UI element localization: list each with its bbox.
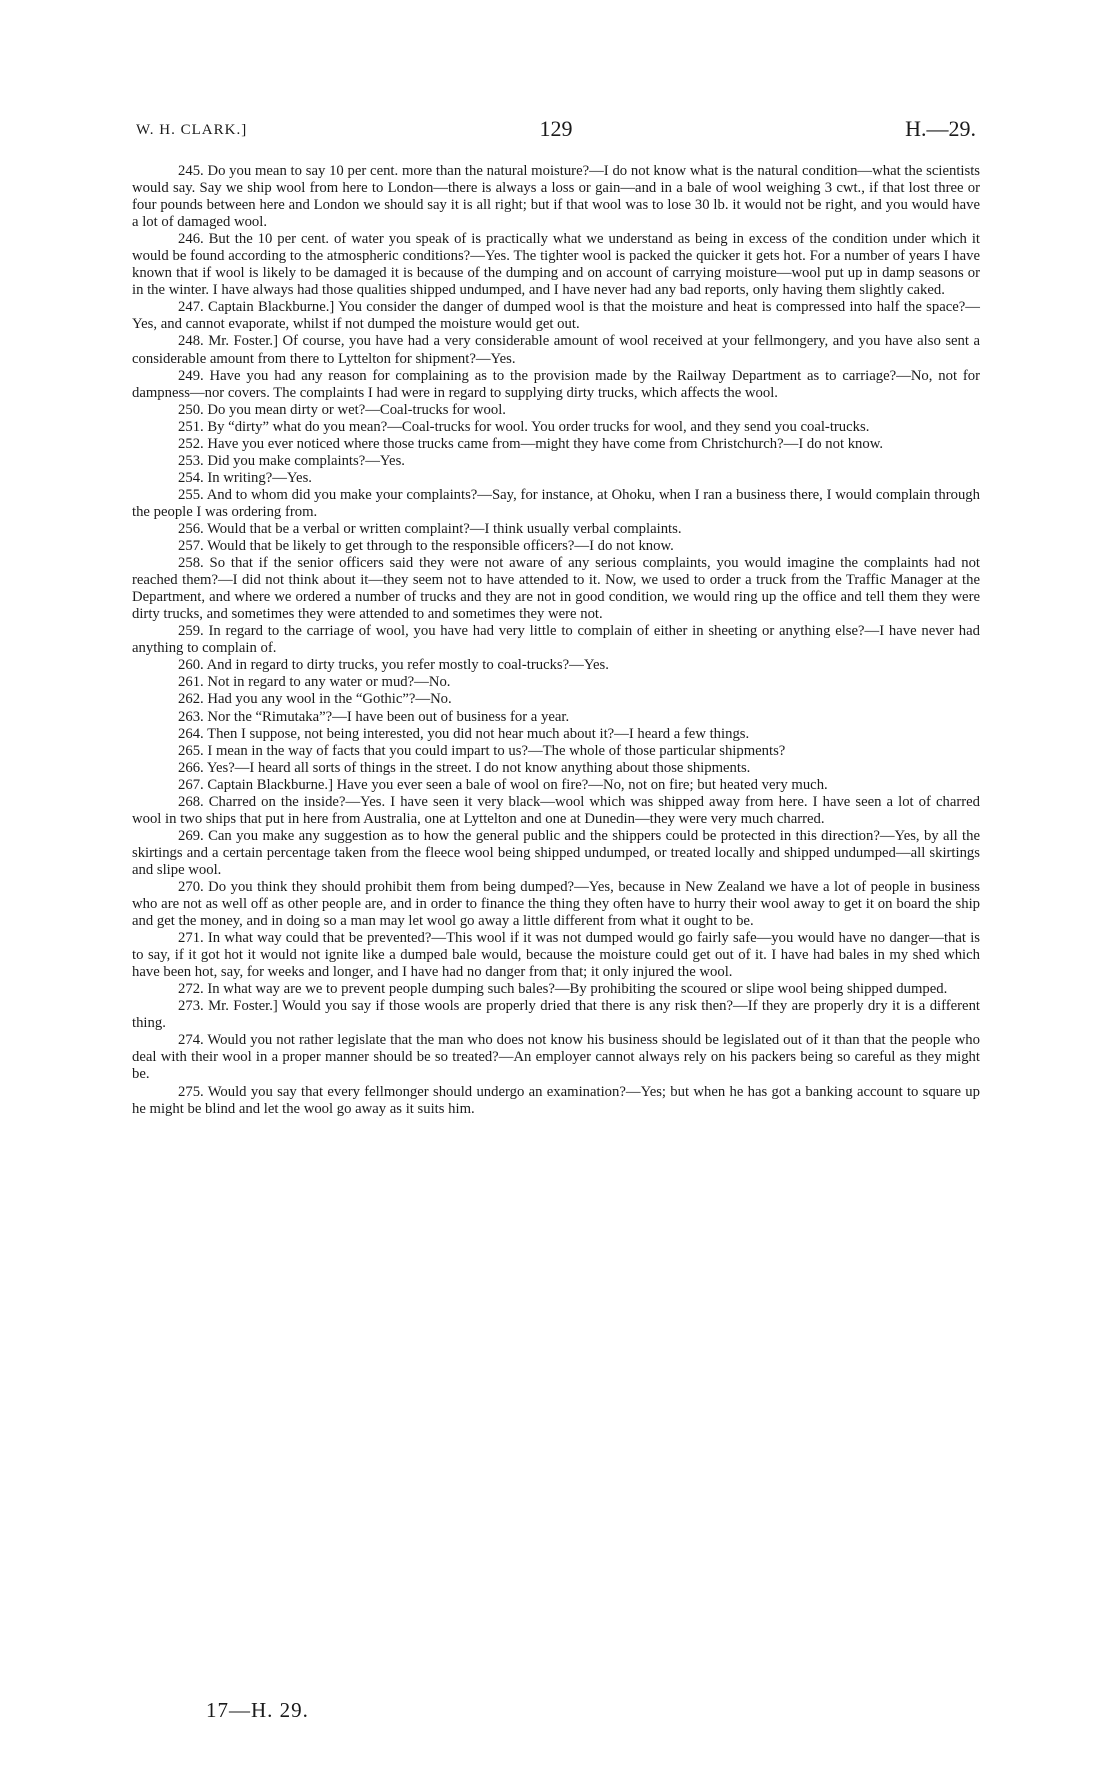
question-paragraph: 252. Have you ever noticed where those trucks came from—might they have come from Christchurch?—I do not know. (178, 435, 884, 452)
question-paragraph: 275. Would you say that every fellmonger should undergo an examination?—Yes; but when he has got a banking account to square up he might be blind and let the wool go away as it suits him. (132, 1083, 980, 1117)
question-paragraph: 258. So that if the senior officers said they were not aware of any serious complaints, you would imagine the complaints had not reached them?—I did not think about it—they seem not to have attended to it. Now, we used to order a truck from the Traffic Manager at the Department, and where we ordered a number of trucks and they are not in good condition, we would ring up the office and tell them they were dirty trucks, and sometimes they were attended to and sometimes they were not. (132, 555, 980, 623)
question-paragraph: 245. Do you mean to say 10 per cent. more than the natural moisture?—I do not know what is the natural condition—what the scientists would say. Say we ship wool from here to London—there is always a loss or gain—and in a bale of wool weighing 3 cwt., if that lost three or four pounds between here and London we should say it is all right; but if that wool was to lose 30 lb. it would not be right, and you would have a lot of damaged wool. (132, 163, 980, 231)
page-header (136, 114, 976, 150)
question-paragraph: 272. In what way are we to prevent people dumping such bales?—By prohibiting the scoured or slipe wool being shipped dumped. (178, 981, 948, 998)
question-paragraph: 274. Would you not rather legislate that the man who does not know his business should be legislated out of it than that the people who deal with their wool in a proper manner should be so treated?—An employer cannot always rely on his packers being so careful as they might be. (132, 1032, 980, 1083)
printer-signature: 17—H. 29. (206, 1698, 309, 1722)
question-paragraph: 248. Mr. Foster.] Of course, you have had a very considerable amount of wool received at your fellmongery, and you have also sent a considerable amount from there to Lyttelton for shipment?—Yes. (132, 333, 980, 367)
page-number: 129 (539, 116, 573, 141)
question-paragraph: 267. Captain Blackburne.] Have you ever seen a bale of wool on fire?—No, not on fire; but heated very much. (178, 776, 828, 793)
question-paragraph: 251. By “dirty” what do you mean?—Coal-trucks for wool. You order trucks for wool, and they send you coal-trucks. (178, 418, 870, 435)
question-paragraph: 263. Nor the “Rimutaka”?—I have been out of business for a year. (178, 708, 570, 725)
question-paragraph: 247. Captain Blackburne.] You consider the danger of dumped wool is that the moisture and heat is compressed into half the space?—Yes, and cannot evaporate, whilst if not dumped the moisture would get out. (132, 299, 980, 333)
question-paragraph: 250. Do you mean dirty or wet?—Coal-trucks for wool. (178, 401, 506, 418)
question-paragraph: 270. Do you think they should prohibit them from being dumped?—Yes, because in New Zealand we have a lot of people in business who are not as well off as other people are, and in order to finance the thing they often have to hurry their wool away to get it on board the ship and get the money, and in doing so a man may let wool go away a little different from what it ought to be. (132, 878, 980, 930)
document-reference: H.—29. (905, 116, 976, 141)
question-paragraph: 259. In regard to the carriage of wool, you have had very little to complain of either in sheeting or anything else?—I have never had anything to complain of. (132, 623, 980, 657)
question-paragraph: 266. Yes?—I heard all sorts of things in the street. I do not know anything about those shipments. (178, 759, 751, 776)
question-paragraph: 255. And to whom did you make your complaints?—Say, for instance, at Ohoku, when I ran a business there, I would complain through the people I was ordering from. (132, 486, 980, 520)
witness-name: W. H. CLARK.] (136, 122, 248, 138)
question-paragraph: 261. Not in regard to any water or mud?—No. (178, 674, 451, 691)
question-paragraph: 260. And in regard to dirty trucks, you refer mostly to coal-trucks?—Yes. (178, 657, 609, 674)
question-paragraph: 246. But the 10 per cent. of water you speak of is practically what we understand as being in excess of the condition under which it would be found according to the atmospheric conditions?—Yes. The tighter wool is packed the quicker it gets hot. For a number of years I have known that if wool is likely to be damaged it is because of the dumping and on account of carrying moisture—wool put up in damp seasons or in the winter. I have always had those qualities shipped undumped, and I have never had any bad reports, only having them slightly caked. (132, 231, 980, 299)
question-paragraph: 262. Had you any wool in the “Gothic”?—No. (178, 691, 452, 708)
question-paragraph: 257. Would that be likely to get through to the responsible officers?—I do not know. (178, 538, 674, 555)
evidence-text (132, 163, 980, 1118)
question-paragraph: 264. Then I suppose, not being interested, you did not hear much about it?—I heard a few things. (178, 725, 750, 742)
question-paragraph: 265. I mean in the way of facts that you could impart to us?—The whole of those particular shipments? (178, 742, 786, 759)
question-paragraph: 273. Mr. Foster.] Would you say if those wools are properly dried that there is any risk then?—If they are properly dry it is a different thing. (132, 998, 980, 1032)
question-paragraph: 269. Can you make any suggestion as to how the general public and the shippers could be protected in this direction?—Yes, by all the skirtings and a certain percentage taken from the fleece wool being shipped undumped, or treated locally and shipped undumped—all skirtings and slipe wool. (132, 827, 980, 878)
question-paragraph: 254. In writing?—Yes. (178, 469, 312, 486)
question-paragraph: 256. Would that be a verbal or written complaint?—I think usually verbal complaints. (178, 520, 682, 537)
question-paragraph: 271. In what way could that be prevented?—This wool if it was not dumped would go fairly safe—you would have no danger—that is to say, if it got hot it would not ignite like a dumped bale would, because the moisture could get out of it. I have had bales in my shed which have been hot, say, for weeks and longer, and I have had no danger from that; it only injured the wool. (132, 930, 980, 981)
question-paragraph: 249. Have you had any reason for complaining as to the provision made by the Railway Department as to carriage?—No, not for dampness—nor covers. The complaints I had were in regard to supplying dirty trucks, which affects the wool. (132, 367, 980, 401)
question-paragraph: 253. Did you make complaints?—Yes. (178, 452, 405, 469)
question-paragraph: 268. Charred on the inside?—Yes. I have seen it very black—wool which was shipped away from here. I have seen a lot of charred wool in two ships that put in here from Australia, one at Lyttelton and one at Dunedin—they were very much charred. (132, 793, 980, 827)
